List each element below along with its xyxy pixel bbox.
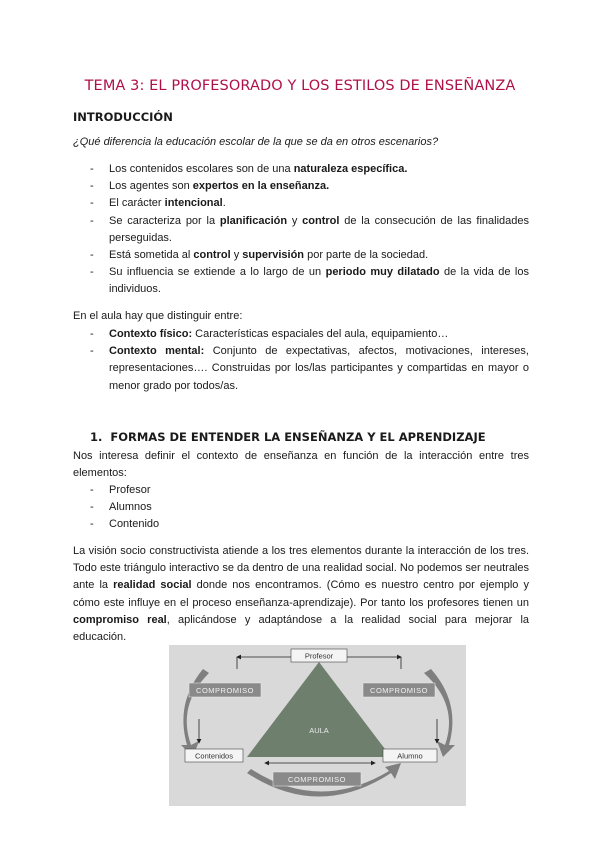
- list-item: - Los contenidos escolares son de una naturaleza específica.: [73, 161, 529, 178]
- constructivist-paragraph: La visión socio constructivista atiende a los tres elementos durante la interacción de los tres. Todo este triángulo interactivo se da dentro de una realidad social. No podemos ser neutrales ante la realidad social donde nos encontramos. (Cómo es nuestro centro por ejemplo y cómo este influye en el proceso enseñanza-aprendizaje). Por tanto los profesores tienen un compromiso real, aplicándose y adaptándose a la realidad social para mejorar la educación.: [73, 545, 530, 644]
- list-item: - El carácter intencional.: [73, 195, 529, 212]
- section-heading: 1. FORMAS DE ENTENDER LA ENSEÑANZA Y EL APRENDIZAJE: [90, 430, 486, 444]
- compromiso-right-label: COMPROMISO: [370, 686, 428, 695]
- alumno-label: Alumno: [397, 751, 423, 761]
- compromiso-left-label: COMPROMISO: [196, 686, 254, 695]
- list-item: - Contexto físico: Características espaciales del aula, equipamiento…: [73, 326, 529, 343]
- list-item: - Profesor: [73, 482, 529, 499]
- elements-list: [73, 482, 529, 534]
- interaction-diagram: [169, 645, 466, 806]
- list-item: - Contenido: [73, 516, 529, 533]
- page-title: TEMA 3: EL PROFESORADO Y LOS ESTILOS DE ENSEÑANZA: [84, 78, 516, 94]
- contenidos-label: Contenidos: [195, 751, 233, 761]
- list-item: - Los agentes son expertos en la enseñanza.: [73, 178, 529, 195]
- list-item: - Su influencia se extiende a lo largo de un periodo muy dilatado de la vida de los individuos.: [73, 264, 529, 298]
- section-paragraph: Nos interesa definir el contexto de enseñanza en función de la interacción entre tres elementos:: [73, 450, 529, 480]
- context-list: [73, 326, 529, 395]
- list-item: - Alumnos: [73, 499, 529, 516]
- list-item: - Se caracteriza por la planificación y control de la consecución de las finalidades perseguidas.: [73, 213, 529, 247]
- compromiso-bottom-label: COMPROMISO: [288, 775, 346, 784]
- intro-question: ¿Qué diferencia la educación escolar de la que se da en otros escenarios?: [73, 136, 439, 148]
- profesor-label: Profesor: [304, 651, 334, 661]
- intro-heading: INTRODUCCIÓN: [73, 110, 173, 124]
- aula-intro: En el aula hay que distinguir entre:: [73, 310, 243, 322]
- list-item: - Contexto mental: Conjunto de expectativas, afectos, motivaciones, intereses, representaciones…. Construidas por los/las participantes y compartidas en mayor o menor grado por todos/as.: [73, 343, 529, 395]
- features-list: [73, 161, 529, 299]
- aula-label: AULA: [309, 726, 329, 735]
- list-item: - Está sometida al control y supervisión por parte de la sociedad.: [73, 247, 529, 264]
